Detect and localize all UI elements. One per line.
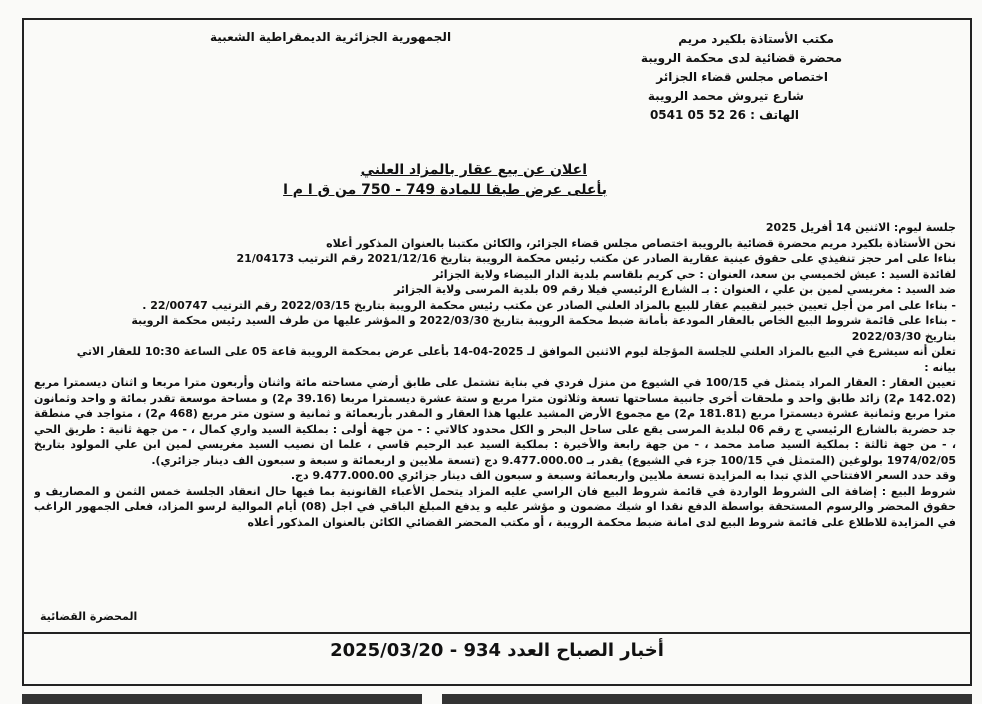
creditor: لفائدة السيد : عيش لخميسي بن سعد، العنوان : حي كريم بلقاسم بلدية الدار البيضاء ولاية الجزائر: [432, 267, 956, 281]
republic-heading: الجمهورية الجزائرية الديمقراطية الشعبية: [210, 30, 452, 44]
sale-terms: شروط البيع : إضافة الى الشروط الواردة في قائمة شروط البيع فان الراسي عليه المزاد يتحمل الأعباء القانونية بما فيها حال انعقاد الجلسة خمس الثمن و المصاريف و حقوق المحضر والرسوم المستحقة بواسطة الدفع نقدا او شيك مضمون و مؤشر عليه و يدفع المبلغ الباقي في اجل (08) أيام الموالية لرسو المزاد، فعلى الجمهور الراغب في المزايدة للاطلاع على قائمة شروط البيع لدى امانة ضبط محكمة الرويبة ، أو مكتب المحضر القضائي الكائن بالعنوان المذكور أعلاه: [34, 484, 956, 529]
jurisdiction: اختصاص مجلس قضاء الجزائر: [656, 70, 828, 84]
statement-label: بيانه :: [924, 360, 956, 374]
session-date: جلسة ليوم: الاثنين 14 أفريل 2025: [765, 221, 956, 234]
street-address: شارع تيروش محمد الرويبة: [647, 89, 804, 103]
next-clipping-edge-left: [22, 694, 422, 704]
property-description: تعيين العقار : العقار المراد يتمثل في 100/15 في الشيوع من منزل فردي في بناية تشتمل على طابق أرضي مساحته مائة واثنان وأربعون مترا مربعا و اثنان ديسمترا مربع (142.02 م2) زائد طابق واحد و ملحقات أخرى جانبية مساحتها تسعة وثلاثون مترا مربع و ستة عشرة ديسمترا مربعا (39.16 م2) و مساحة موسعة تقدر بمائة و واحد وثمانون مترا مربع وثمانية عشرة ديسمترا مربع (181.81 م2) مع مجموع الأرض المشيد عليها هذا العقار و المقدر بأربعمائة و ثمانية و ستون متر مربع (468 م2) ، متواجد في منطقة جد حضرية بالشارع الرئيسي ج رقم 06 لبلدية المرسى يقع على ساحل البحر و الكل محدود كالاتي : - من جهة أولى : بملكية السيد واري كمال ، - من جهة ثانية : طريق الحي ، - من جهة ثالثة : بملكية السيد صامد محمد ، - من جهة رابعة والأخيرة : بملكية السيد عبد الرحيم قاسي ، علما ان نصيب السيد مغريسي لمين ابن علي المولود بتاريخ 1974/02/05 بولوغين (المتمثل في 100/15 جزء في الشيوع) يقدر بـ 9.477.000.00 دج (تسعة ملايين و اربعمائة و سبعة و سبعون الف دينار جزائري).: [34, 376, 956, 467]
notice-title: اعلان عن بيع عقار بالمزاد العلني: [360, 162, 587, 178]
newspaper-footer: [22, 640, 972, 661]
debtor: ضد السيد : مغريسي لمين بن علي ، العنوان : بـ الشارع الرئيسي فيلا رقم 09 بلدية المرسى ولاية الجزائر: [394, 283, 956, 296]
office-name: مكتب الأستاذة بلكيرد مريم: [678, 32, 834, 46]
signature: المحضرة القضائية: [40, 610, 138, 623]
issue-date: 2025/03/20: [330, 640, 444, 661]
bailiff-intro: نحن الأستاذة بلكيرد مريم محضرة قضائية بالرويبة اختصاص مجلس قضاء الجزائر، والكائن مكتبنا بالعنوان المذكور أعلاه: [326, 236, 956, 250]
auction-announcement: تعلن أنه سيشرع في البيع بالمزاد العلني للجلسة المؤجلة ليوم الاثنين الموافق لـ 2025-04-14 بأعلى عرض بمحكمة الرويبة قاعة 05 على الساعة 10:30 للعقار الاتي: [76, 345, 956, 358]
sale-conditions-date: بتاريخ 2022/03/30: [851, 329, 956, 343]
auction-notice: [30, 22, 962, 632]
footer-divider: [22, 632, 972, 634]
expert-order: - بناءا على امر من أجل تعيين خبير لتقييم عقار للبيع بالمزاد العلني الصادر عن مكتب رئيس محكمة الرويبة بتاريخ 2022/03/15 رقم الترتيب 22/00747 .: [142, 298, 956, 312]
notice-subtitle: بأعلى عرض طبقا للمادة 749 - 750 من ق ا م ا: [283, 182, 607, 198]
opening-price: وقد حدد السعر الافتتاحي الذي تبدا به المزايدة تسعة ملايين واربعمائة وسبعة و سبعون الف دينار جزائري 9.477.000.00 دج.: [290, 469, 956, 482]
phone-number: 0541 05 52 26: [649, 108, 746, 122]
court-name: محضرة قضائية لدى محكمة الرويبة: [640, 51, 842, 65]
office-header: [514, 30, 934, 125]
notice-body: [34, 220, 956, 530]
sale-conditions-filing: - بناءا على قائمة شروط البيع الخاص بالعقار المودعة بأمانة ضبط محكمة الرويبة بتاريخ 2022/03/30 و المؤشر عليها من طرف السيد رئيس محكمة الرويبة: [131, 314, 956, 327]
next-clipping-edge-right: [442, 694, 972, 704]
phone-label: الهاتف :: [750, 108, 799, 122]
phone-line: [514, 106, 934, 125]
newspaper-issue: أخبار الصباح العدد 934 -: [449, 640, 664, 661]
seizure-order: بناءا على امر حجز تنفيذي على حقوق عينية عقارية الصادر عن مكتب رئيس محكمة الرويبة بتاريخ 2021/12/16 رقم الترتيب 21/04173: [236, 252, 956, 265]
